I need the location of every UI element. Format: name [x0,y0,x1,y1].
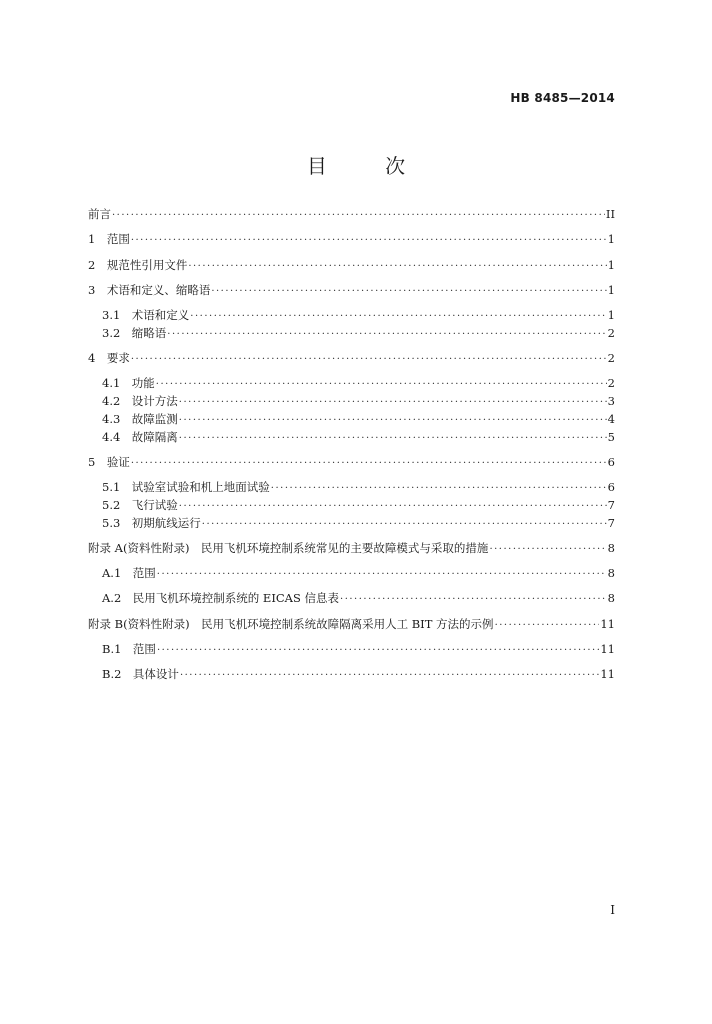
leader-dots [202,516,607,534]
toc-entry-page: 4 [607,412,615,426]
leader-dots [167,326,606,344]
leader-dots [131,232,607,250]
toc-entry-4-2[interactable] [102,392,615,410]
toc-entry-label: 4 要求 [88,351,130,365]
leader-dots [495,617,600,635]
leader-dots [157,642,599,660]
toc-entry-page: 7 [607,498,615,512]
toc-title: 目 次 [306,154,432,178]
leader-dots [179,430,607,448]
toc-entry-4-4[interactable] [102,428,615,446]
leader-dots [131,455,607,473]
toc-entry-b-1[interactable] [102,640,615,658]
leader-dots [131,351,607,369]
toc-entry-page: 1 [607,308,615,322]
toc-entry-label: A.2 民用飞机环境控制系统的 EICAS 信息表 [102,591,340,605]
toc-entry-5[interactable] [88,453,615,471]
toc-entry-page: 1 [607,258,615,272]
toc-entry-page: 6 [607,455,615,469]
toc-entry-3[interactable] [88,281,615,299]
toc-entry-label: 4.2 设计方法 [102,394,178,408]
toc-entry-label: 5 验证 [88,455,130,469]
toc-entry-4[interactable] [88,349,615,367]
page-number: I [610,903,615,917]
toc-entry-label: 4.1 功能 [102,376,155,390]
toc-entry-appendix-a[interactable] [88,539,615,557]
toc-entry-label: 2 规范性引用文件 [88,258,188,272]
toc-entry-page: 11 [600,642,615,656]
toc-entry-label: 附录 A(资料性附录) 民用飞机环境控制系统常见的主要故障模式与采取的措施 [88,541,489,555]
toc-entry-foreword[interactable] [88,205,615,223]
toc-entry-4-1[interactable] [102,374,615,392]
toc-entry-label: 4.3 故障监测 [102,412,178,426]
toc-entry-label: 3 术语和定义、缩略语 [88,283,211,297]
toc-entry-5-2[interactable] [102,496,615,514]
toc-entry-page: 3 [607,394,615,408]
toc-entry-page: 6 [607,480,615,494]
toc-entry-page: 2 [607,351,615,365]
toc-entry-label: 3.1 术语和定义 [102,308,190,322]
toc-entry-a-2[interactable] [102,589,615,607]
leader-dots [157,566,607,584]
toc-entry-3-2[interactable] [102,324,615,342]
leader-dots [489,541,606,559]
toc-entry-label: A.1 范围 [102,566,156,580]
standard-code: HB 8485—2014 [510,91,615,105]
toc-entry-1[interactable] [88,230,615,248]
toc-entry-label: 5.3 初期航线运行 [102,516,201,530]
toc-entry-5-3[interactable] [102,514,615,532]
toc-entry-page: II [605,207,615,221]
toc-entry-label: B.2 具体设计 [102,667,179,681]
toc-entry-page: 2 [607,376,615,390]
toc-entry-page: 11 [600,667,615,681]
toc-entry-page: 7 [607,516,615,530]
leader-dots [211,283,606,301]
toc-entry-page: 1 [607,283,615,297]
toc-entry-label: 3.2 缩略语 [102,326,167,340]
leader-dots [340,591,607,609]
leader-dots [188,258,606,276]
toc-entry-label: 5.1 试验室试验和机上地面试验 [102,480,270,494]
toc-entry-label: 4.4 故障隔离 [102,430,178,444]
toc-entry-2[interactable] [88,256,615,274]
toc-entry-page: 5 [607,430,615,444]
toc-entry-page: 8 [607,541,615,555]
toc-entry-page: 8 [607,566,615,580]
toc-entry-4-3[interactable] [102,410,615,428]
toc-entry-label: 前言 [88,207,111,221]
toc-entry-page: 1 [607,232,615,246]
toc-entry-appendix-b[interactable] [88,615,615,633]
leader-dots [112,207,605,225]
leader-dots [180,667,599,685]
toc-entry-page: 11 [600,617,615,631]
toc-entry-label: 5.2 飞行试验 [102,498,178,512]
toc-entry-b-2[interactable] [102,665,615,683]
toc-entry-5-1[interactable] [102,478,615,496]
toc-entry-label: 1 范围 [88,232,130,246]
toc-entry-page: 8 [607,591,615,605]
toc-entry-label: B.1 范围 [102,642,156,656]
toc-entry-page: 2 [607,326,615,340]
toc-entry-a-1[interactable] [102,564,615,582]
toc-entry-3-1[interactable] [102,306,615,324]
toc-entry-label: 附录 B(资料性附录) 民用飞机环境控制系统故障隔离采用人工 BIT 方法的示例 [88,617,494,631]
